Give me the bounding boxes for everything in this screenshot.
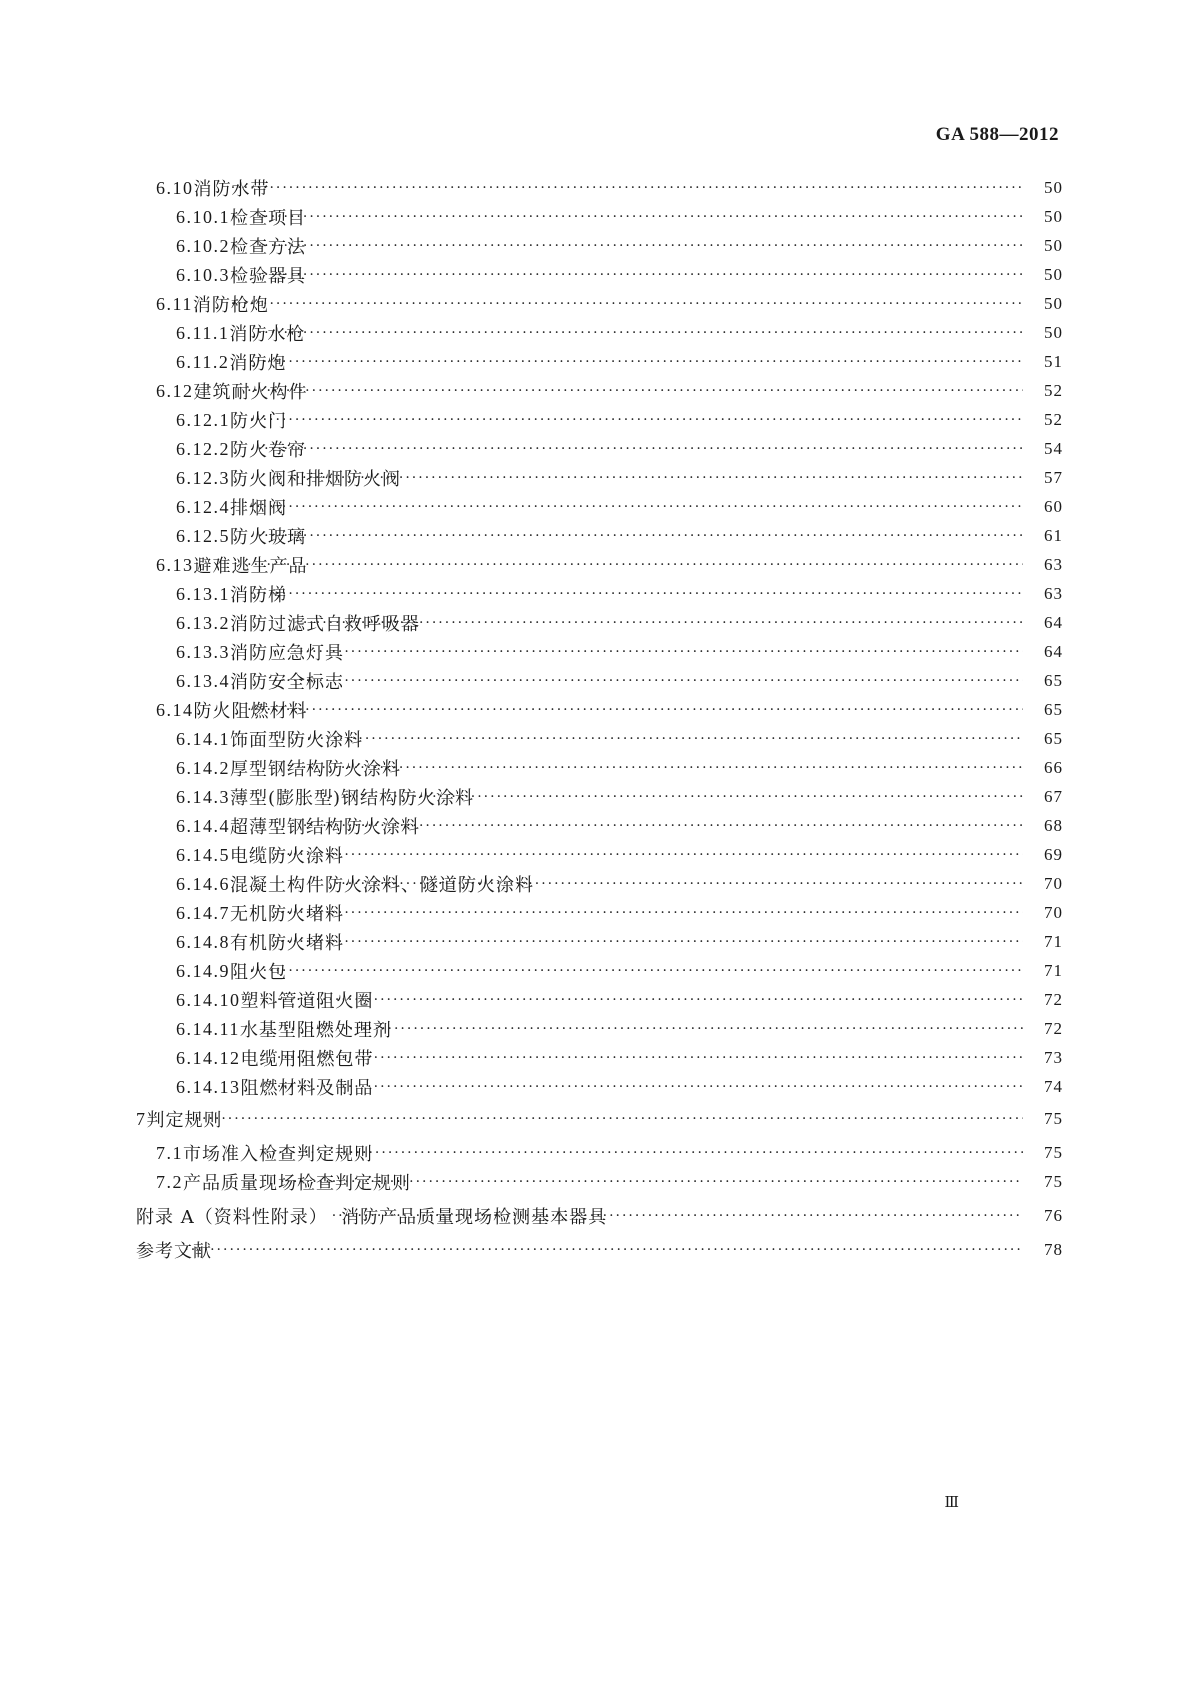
- toc-entry[interactable]: [0, 263, 1191, 287]
- toc-entry-title: 消防水带: [193, 179, 270, 200]
- toc-entry-page: 72: [1044, 990, 1063, 1009]
- leader-dots: [277, 1050, 1023, 1066]
- toc-entry-title: 检验器具: [230, 266, 306, 287]
- toc-entry-title: 防火玻璃: [230, 527, 306, 548]
- toc-entry-title: 防火卷帘: [230, 440, 306, 461]
- toc-entry-page: 71: [1044, 932, 1063, 951]
- toc-entry-number: 6.11: [156, 293, 193, 314]
- toc-entry-page: 66: [1044, 758, 1063, 777]
- toc-entry-title: 电缆用阻燃包带: [240, 1049, 374, 1070]
- leader-dots: [250, 963, 1023, 979]
- toc-entry-number: 6.14.1: [176, 728, 230, 749]
- toc-entry-number: 7.2: [156, 1171, 183, 1192]
- toc-entry-title: 厚型钢结构防火涂料: [230, 759, 401, 780]
- toc-entry-title: 消防枪炮: [192, 295, 269, 316]
- toc-entry-title: 市场准入检查判定规则: [183, 1144, 373, 1165]
- toc-entry-page: 57: [1044, 468, 1063, 487]
- toc-entry[interactable]: [0, 524, 1191, 548]
- toc-entry[interactable]: [0, 1107, 1191, 1131]
- toc-entry-title: 有机防火堵料: [230, 933, 344, 954]
- toc-entry-title: 检查项目: [230, 208, 306, 229]
- leader-dots: [303, 818, 1023, 834]
- toc-entry-number: 6.12.3: [176, 467, 230, 488]
- toc-entry-title: 阻燃材料及制品: [240, 1078, 374, 1099]
- toc-entry-title: 超薄型钢结构防火涂料: [230, 817, 420, 838]
- toc-entry-title: 产品质量现场检查判定规则: [183, 1173, 411, 1194]
- toc-entry-title: 防火门: [230, 411, 287, 432]
- toc-entry[interactable]: [0, 611, 1191, 635]
- toc-entry-title: 参考文献: [136, 1241, 212, 1262]
- toc-entry-page: 65: [1044, 700, 1063, 719]
- toc-entry[interactable]: [0, 698, 1191, 722]
- toc-entry-page: 52: [1044, 410, 1063, 429]
- toc-entry-number: 6.14.11: [176, 1018, 240, 1039]
- toc-entry[interactable]: [0, 1017, 1191, 1041]
- toc-entry-title: 避难逃生产品: [193, 556, 308, 577]
- toc-entry-number: 6.13.3: [176, 641, 230, 662]
- leader-dots: [273, 673, 1023, 689]
- leader-dots: [247, 383, 1023, 399]
- toc-entry[interactable]: [0, 1075, 1191, 1099]
- toc-entry-title: 混凝土构件防火涂料、隧道防火涂料: [230, 875, 534, 896]
- toc-entry-number: 6.10.2: [176, 235, 230, 256]
- toc-entry-page: 65: [1044, 671, 1063, 690]
- toc-entry-page: 73: [1044, 1048, 1063, 1067]
- toc-entry-page: 63: [1044, 555, 1063, 574]
- toc-entry-number: 6.12.4: [176, 496, 230, 517]
- toc-entry-page: 64: [1044, 613, 1063, 632]
- leader-dots: [332, 1208, 1023, 1224]
- toc-entry-number: 6.13.4: [176, 670, 230, 691]
- leader-dots: [258, 238, 1023, 254]
- toc-entry-number: 6.11.1: [176, 322, 230, 343]
- toc-entry[interactable]: [0, 727, 1191, 751]
- page-number: Ⅲ: [944, 1495, 959, 1511]
- leader-dots: [258, 441, 1023, 457]
- toc-entry[interactable]: [0, 959, 1191, 983]
- leader-dots: [281, 731, 1023, 747]
- toc-entry-number: 6.14.6: [176, 873, 230, 894]
- toc-entry-page: 70: [1044, 903, 1063, 922]
- toc-entry-number: 7: [136, 1108, 147, 1129]
- leader-dots: [231, 180, 1023, 196]
- toc-entry-title: 消防应急灯具: [230, 643, 344, 664]
- toc-entry[interactable]: [0, 901, 1191, 925]
- toc-entry[interactable]: [0, 756, 1191, 780]
- leader-dots: [250, 354, 1023, 370]
- toc-entry-page: 50: [1044, 178, 1063, 197]
- toc-entry[interactable]: [0, 292, 1191, 316]
- toc-entry[interactable]: [0, 640, 1191, 664]
- toc-entry-number: 6.12.5: [176, 525, 230, 546]
- toc-entry-title: 薄型(膨胀型)钢结构防火涂料: [230, 788, 475, 809]
- toc-entry-number: 6.14.4: [176, 815, 230, 836]
- toc-entry[interactable]: [0, 408, 1191, 432]
- toc-entry-number: 6.14.5: [176, 844, 230, 865]
- toc-entry-page: 75: [1044, 1143, 1063, 1162]
- leader-dots: [296, 760, 1023, 776]
- toc-entry[interactable]: [0, 930, 1191, 954]
- toc-entry-number: 6.14.7: [176, 902, 230, 923]
- toc-entry-number: 6.11.2: [176, 351, 230, 372]
- toc-entry-number: 6.10.1: [176, 206, 230, 227]
- toc-entry[interactable]: [0, 234, 1191, 258]
- toc-entry-title: 检查方法: [230, 237, 306, 258]
- toc-entry-page: 68: [1044, 816, 1063, 835]
- toc-entry-number: 6.14.13: [176, 1076, 241, 1097]
- toc-entry-number: 6.14.2: [176, 757, 230, 778]
- leader-dots: [273, 644, 1023, 660]
- leader-dots: [258, 325, 1023, 341]
- leader-dots: [277, 992, 1023, 1008]
- toc-entry[interactable]: [0, 843, 1191, 867]
- leader-dots: [250, 586, 1023, 602]
- toc-entry-page: 50: [1044, 207, 1063, 226]
- toc-entry[interactable]: [0, 321, 1191, 345]
- toc-entry-title: 排烟阀: [230, 498, 287, 519]
- toc-entry-page: 67: [1044, 787, 1063, 806]
- toc-entry[interactable]: [0, 205, 1191, 229]
- toc-entry-page: 71: [1044, 961, 1063, 980]
- toc-entry[interactable]: [0, 495, 1191, 519]
- toc-entry[interactable]: [0, 466, 1191, 490]
- toc-entry-page: 70: [1044, 874, 1063, 893]
- leader-dots: [277, 1079, 1023, 1095]
- toc-entry[interactable]: [0, 350, 1191, 374]
- toc-entry-number: 6.10: [156, 177, 194, 198]
- toc-entry-number: 6.13.2: [176, 612, 230, 633]
- toc-entry-title: 判定规则: [146, 1110, 223, 1131]
- leader-dots: [231, 296, 1023, 312]
- toc-entry-page: 75: [1044, 1172, 1063, 1191]
- toc-entry[interactable]: [0, 582, 1191, 606]
- toc-entry[interactable]: [0, 437, 1191, 461]
- toc-entry-number: 6.14.12: [176, 1047, 241, 1068]
- toc-entry-title: 消防梯: [230, 585, 287, 606]
- toc-entry-number: 6.13: [156, 554, 194, 575]
- toc-entry-page: 60: [1044, 497, 1063, 516]
- leader-dots: [322, 789, 1023, 805]
- leader-dots: [247, 557, 1023, 573]
- toc-entry-title: 饰面型防火涂料: [230, 730, 363, 751]
- leader-dots: [189, 1111, 1023, 1127]
- toc-entry-number: 6.13.1: [176, 583, 230, 604]
- toc-entry[interactable]: [0, 814, 1191, 838]
- leader-dots: [335, 876, 1023, 892]
- toc-entry-page: 72: [1044, 1019, 1063, 1038]
- toc-entry-page: 65: [1044, 729, 1063, 748]
- toc-entry-page: 52: [1044, 381, 1063, 400]
- toc-entry-title: 消防安全标志: [230, 672, 344, 693]
- leader-dots: [250, 499, 1023, 515]
- toc-entry[interactable]: [0, 1046, 1191, 1070]
- toc-entry-page: 64: [1044, 642, 1063, 661]
- toc-entry-page: 51: [1044, 352, 1063, 371]
- toc-entry-title: 消防炮: [229, 353, 287, 374]
- toc-entry-title: 防火阀和排烟防火阀: [230, 469, 401, 490]
- toc-entry-page: 63: [1044, 584, 1063, 603]
- toc-entry-appendix[interactable]: [0, 1204, 1191, 1228]
- toc-entry-page: 74: [1044, 1077, 1063, 1096]
- leader-dots: [284, 1021, 1023, 1037]
- toc-entry-references[interactable]: [0, 1238, 1191, 1262]
- leader-dots: [273, 934, 1023, 950]
- toc-entry-number: 6.14.10: [176, 989, 241, 1010]
- toc-entry-title: 消防水枪: [229, 324, 306, 345]
- toc-entry-number: 6.12.1: [176, 409, 230, 430]
- toc-entry[interactable]: [0, 379, 1191, 403]
- toc-entry[interactable]: [0, 1141, 1191, 1165]
- toc-entry-number: 6.12: [156, 380, 194, 401]
- toc-entry[interactable]: [0, 1170, 1191, 1194]
- toc-entry-title: 电缆防火涂料: [230, 846, 344, 867]
- toc-entry-page: 69: [1044, 845, 1063, 864]
- toc-entry-title: 建筑耐火构件: [193, 382, 308, 403]
- leader-dots: [247, 702, 1023, 718]
- leader-dots: [265, 1145, 1023, 1161]
- toc-entry-number: 7.1: [156, 1142, 183, 1163]
- toc-entry-title: 塑料管道阻火圈: [240, 991, 374, 1012]
- toc-entry-number: 6.14.9: [176, 960, 230, 981]
- toc-entry-number: 6.14.8: [176, 931, 230, 952]
- leader-dots: [258, 267, 1023, 283]
- toc-entry-title: 附录 A（资料性附录） 消防产品质量现场检测基本器具: [136, 1207, 608, 1228]
- toc-entry-title: 防火阻燃材料: [193, 701, 308, 722]
- toc-entry-title: 阻火包: [230, 962, 287, 983]
- toc-entry[interactable]: [0, 176, 1191, 200]
- leader-dots: [258, 209, 1023, 225]
- toc-entry[interactable]: [0, 785, 1191, 809]
- toc-entry-page: 50: [1044, 294, 1063, 313]
- toc-entry-page: 75: [1044, 1109, 1063, 1128]
- toc-entry[interactable]: [0, 872, 1191, 896]
- leader-dots: [273, 847, 1023, 863]
- toc-entry-page: 61: [1044, 526, 1063, 545]
- toc-entry[interactable]: [0, 988, 1191, 1012]
- leader-dots: [250, 412, 1023, 428]
- toc-entry-page: 50: [1044, 323, 1063, 342]
- leader-dots: [184, 1242, 1023, 1258]
- toc-entry-title: 无机防火堵料: [230, 904, 344, 925]
- toc-entry-title: 水基型阻燃处理剂: [239, 1020, 392, 1041]
- toc-entry-title: 消防过滤式自救呼吸器: [230, 614, 420, 635]
- toc-entry-page: 78: [1044, 1240, 1063, 1259]
- standard-code: GA 588—2012: [935, 124, 1059, 145]
- toc-entry[interactable]: [0, 669, 1191, 693]
- toc-entry-number: 6.14: [156, 699, 194, 720]
- leader-dots: [273, 905, 1023, 921]
- leader-dots: [296, 470, 1023, 486]
- leader-dots: [258, 528, 1023, 544]
- leader-dots: [303, 615, 1023, 631]
- toc-entry-number: 6.12.2: [176, 438, 230, 459]
- toc-entry-page: 76: [1044, 1206, 1063, 1225]
- toc-entry-page: 50: [1044, 265, 1063, 284]
- toc-entry-page: 54: [1044, 439, 1063, 458]
- toc-entry-page: 50: [1044, 236, 1063, 255]
- toc-entry-number: 6.14.3: [176, 786, 230, 807]
- leader-dots: [280, 1174, 1023, 1190]
- toc-entry[interactable]: [0, 553, 1191, 577]
- toc-entry-number: 6.10.3: [176, 264, 230, 285]
